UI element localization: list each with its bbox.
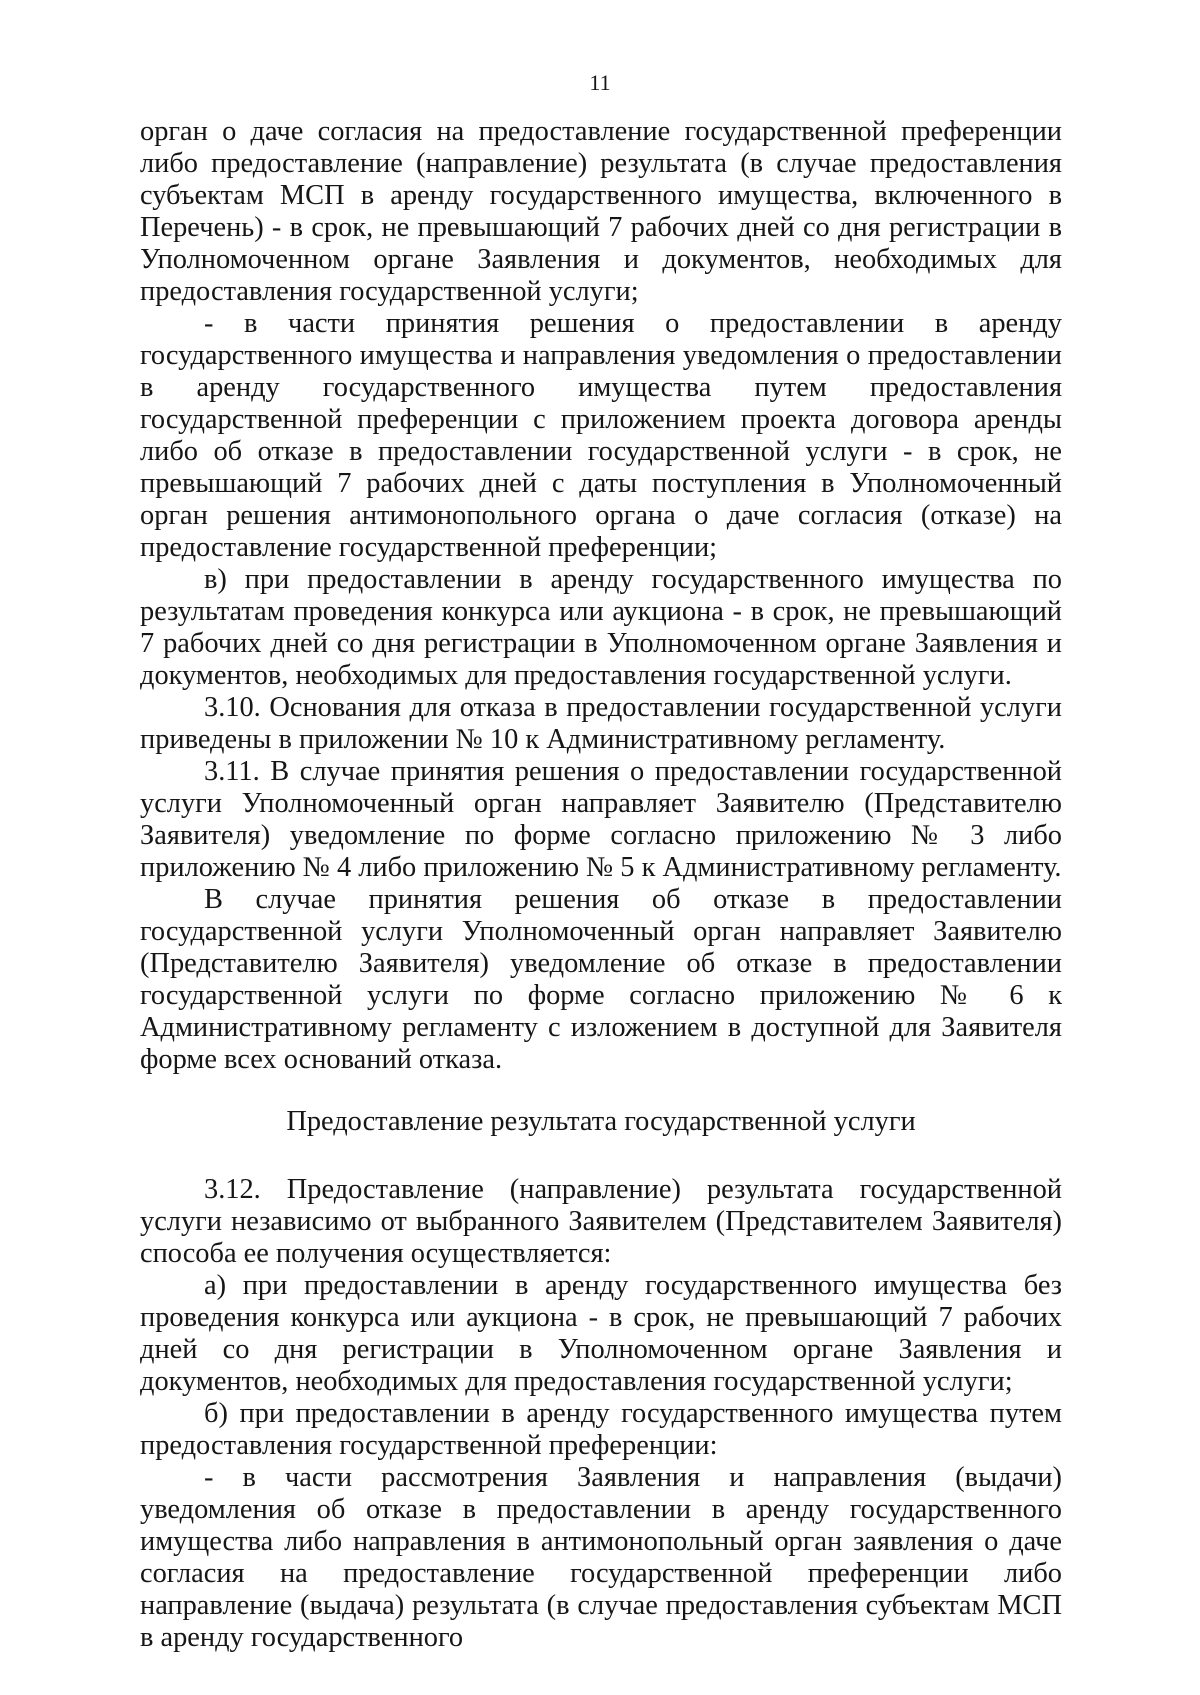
document-body <box>140 116 1062 1654</box>
paragraph-item-v: в) при предоставлении в аренду государственного имущества по результатам проведения конкурса или аукциона - в срок, не превышающий 7 рабочих дней со дня регистрации в Уполномоченном органе Заявления и документов, необходимых для предоставления государственной услуги. <box>140 564 1062 691</box>
paragraph-3-10: 3.10. Основания для отказа в предоставлении государственной услуги приведены в приложении № 10 к Административному регламенту. <box>140 692 1062 755</box>
paragraph-decision-term: - в части принятия решения о предоставлении в аренду государственного имущества и направления уведомления о предоставлении в аренду государственного имущества путем предоставления государственной преференции с приложением проекта договора аренды либо об отказе в предоставлении государственной услуги - в срок, не превышающий 7 рабочих дней с даты поступления в Уполномоченный орган решения антимонопольного органа о даче согласия (отказе) на предоставление государственной преференции; <box>140 308 1062 563</box>
paragraph-3-11: 3.11. В случае принятия решения о предоставлении государственной услуги Уполномоченный орган направляет Заявителю (Представителю Заявителя) уведомление по форме согласно приложению № 3 либо приложению № 4 либо приложению № 5 к Административному регламенту. <box>140 756 1062 883</box>
paragraph-continuation: орган о даче согласия на предоставление государственной преференции либо предоставление (направление) результата (в случае предоставления субъектам МСП в аренду государственного имущества, включенного в Перечень) - в срок, не превышающий 7 рабочих дней со дня регистрации в Уполномоченном органе Заявления и документов, необходимых для предоставления государственной услуги; <box>140 116 1062 307</box>
section-heading: Предоставление результата государственной услуги <box>286 1106 916 1137</box>
paragraph-item-b: б) при предоставлении в аренду государственного имущества путем предоставления государственной преференции: <box>140 1398 1062 1461</box>
paragraph-dash-item: - в части рассмотрения Заявления и направления (выдачи) уведомления об отказе в предоставлении в аренду государственного имущества либо направления в антимонопольный орган заявления о даче согласия на предоставление государственной преференции либо направление (выдача) результата (в случае предоставления субъектам МСП в аренду государственного <box>140 1462 1062 1653</box>
page-number: 11 <box>589 70 611 95</box>
paragraph-refusal-notice: В случае принятия решения об отказе в предоставлении государственной услуги Уполномоченный орган направляет Заявителю (Представителю Заявителя) уведомление об отказе в предоставлении государственной услуги по форме согласно приложению № 6 к Административному регламенту с изложением в доступной для Заявителя форме всех оснований отказа. <box>140 884 1062 1075</box>
paragraph-item-a: а) при предоставлении в аренду государственного имущества без проведения конкурса или аукциона - в срок, не превышающий 7 рабочих дней со дня регистрации в Уполномоченном органе Заявления и документов, необходимых для предоставления государственной услуги; <box>140 1270 1062 1397</box>
paragraph-3-12: 3.12. Предоставление (направление) результата государственной услуги независимо от выбранного Заявителем (Представителем Заявителя) способа ее получения осуществляется: <box>140 1174 1062 1269</box>
